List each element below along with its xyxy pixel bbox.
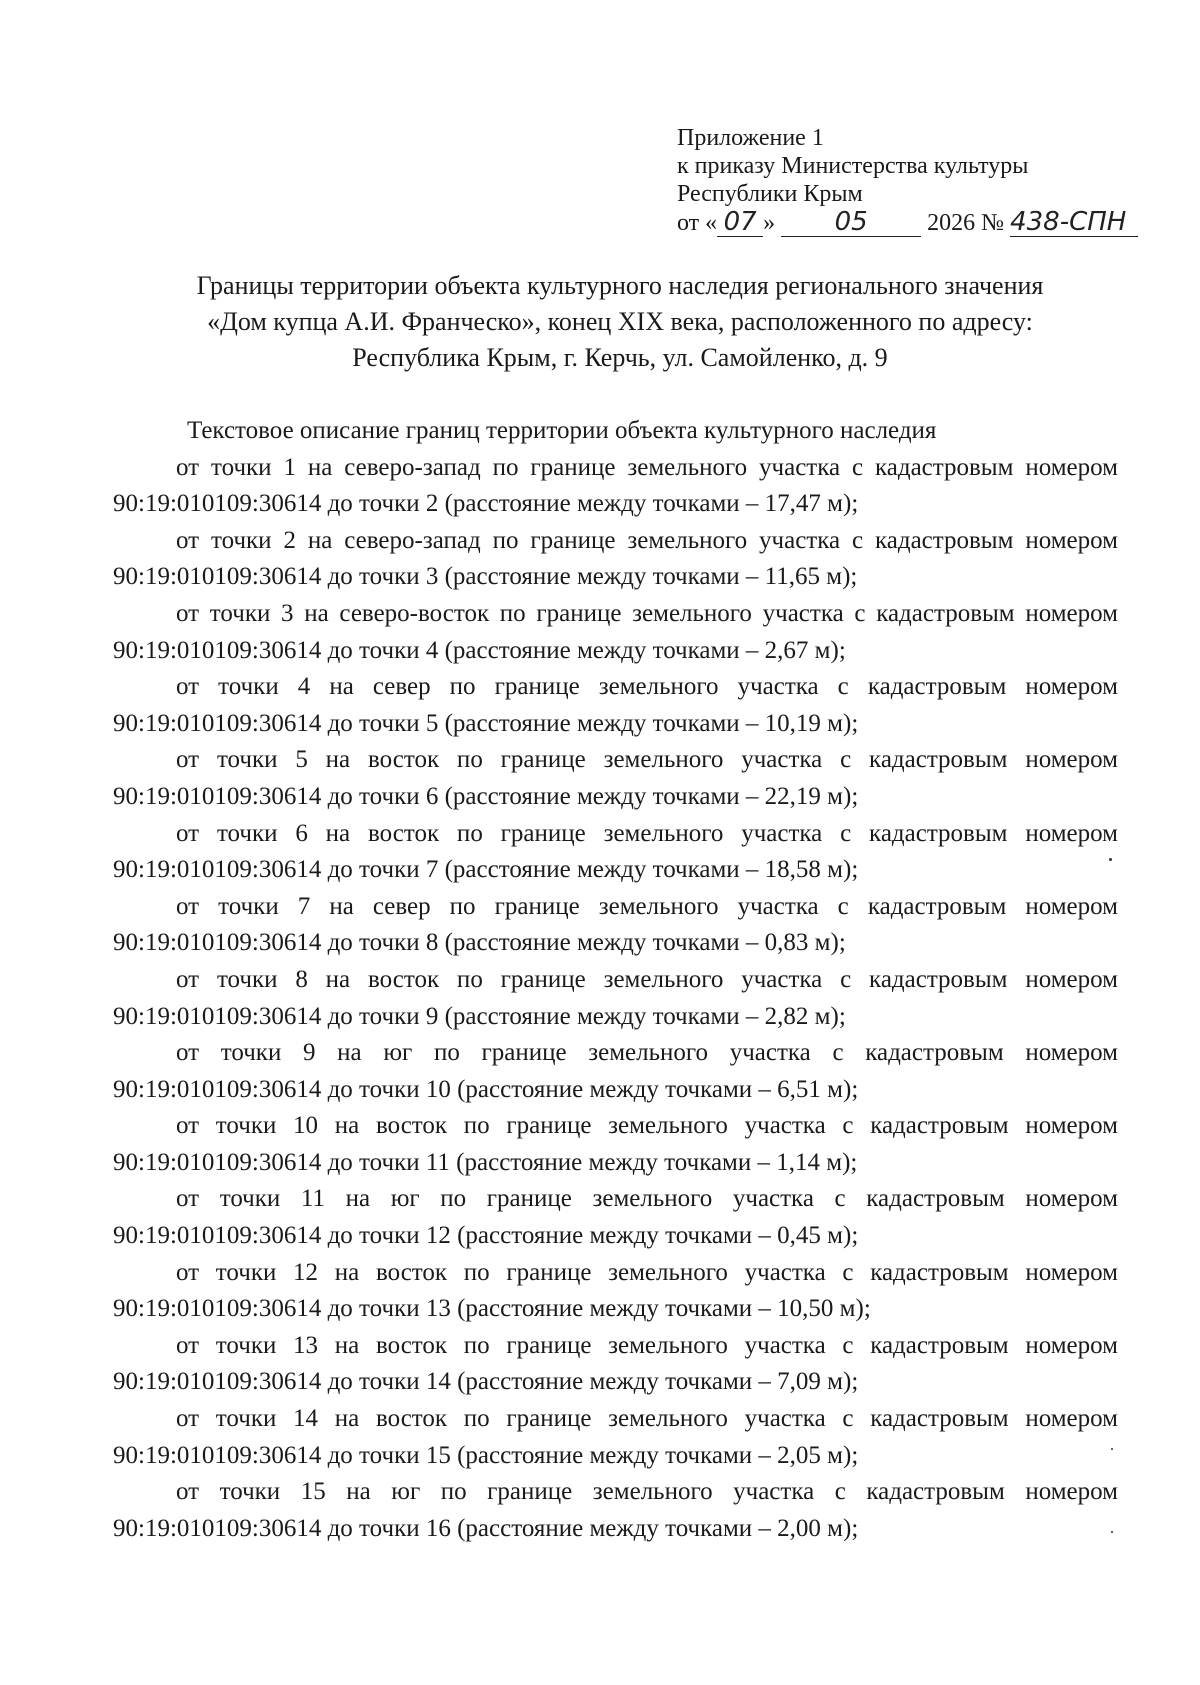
appendix-order-ref: к приказу Министерства культуры [677, 153, 1029, 179]
boundary-item: от точки 10 на восток по границе земельного участка с кадастровым номером 90:19:010109:30614 до точки 11 (расстояние между точками – 1,14 м); [113, 1112, 1118, 1176]
boundary-item: от точки 11 на юг по границе земельного участка с кадастровым номером 90:19:010109:30614 до точки 12 (расстояние между точками – 0,45 м); [113, 1185, 1118, 1250]
appendix-ministry-region: Республики Крым [677, 181, 863, 207]
date-prefix: от « [677, 210, 718, 236]
section-title: Текстовое описание границ территории объекта культурного наследия [187, 417, 937, 444]
handwritten-day: 07 [723, 207, 757, 237]
scan-speck [1111, 1448, 1113, 1450]
handwritten-month: 05 [834, 207, 868, 237]
date-month-blank [781, 208, 921, 237]
date-mid: » [763, 210, 776, 236]
document-body [113, 413, 1118, 1547]
boundary-item: от точки 5 на восток по границе земельного участка с кадастровым номером 90:19:010109:30614 до точки 6 (расстояние между точками – 22,19 м); [113, 746, 1118, 810]
date-day-blank [717, 208, 763, 237]
appendix-label: Приложение 1 [677, 125, 824, 151]
title-line-3: Республика Крым, г. Керчь, ул. Самойленко, д. 9 [352, 343, 888, 372]
boundary-item: от точки 9 на юг по границе земельного участка с кадастровым номером 90:19:010109:30614 до точки 10 (расстояние между точками – 6,51 м); [113, 1039, 1118, 1103]
title-line-1: Границы территории объекта культурного наследия регионального значения [196, 271, 1044, 300]
scan-speck [1109, 858, 1112, 861]
date-year: 2026 № [927, 210, 1005, 236]
appendix-header [677, 124, 1157, 237]
order-number-blank [1010, 208, 1138, 237]
boundary-item: от точки 4 на север по границе земельного участка с кадастровым номером 90:19:010109:30614 до точки 5 (расстояние между точками – 10,19 м); [113, 673, 1118, 737]
boundary-item: от точки 1 на северо-запад по границе земельного участка с кадастровым номером 90:19:010109:30614 до точки 2 (расстояние между точками – 17,47 м); [113, 453, 1118, 518]
document-title [100, 268, 1140, 376]
boundary-item: от точки 3 на северо-восток по границе земельного участка с кадастровым номером 90:19:010109:30614 до точки 4 (расстояние между точками – 2,67 м); [113, 599, 1118, 664]
boundary-item: от точки 8 на восток по границе земельного участка с кадастровым номером 90:19:010109:30614 до точки 9 (расстояние между точками – 2,82 м); [113, 965, 1118, 1030]
boundary-item: от точки 2 на северо-запад по границе земельного участка с кадастровым номером 90:19:010109:30614 до точки 3 (расстояние между точками – 11,65 м); [113, 526, 1118, 591]
handwritten-order-number: 438-СПН [1010, 207, 1127, 237]
title-line-2: «Дом купца А.И. Франческо», конец XIX века, расположенного по адресу: [207, 307, 1033, 336]
boundary-item: от точки 6 на восток по границе земельного участка с кадастровым номером 90:19:010109:30614 до точки 7 (расстояние между точками – 18,58 м); [113, 819, 1118, 884]
order-date-line [677, 208, 1157, 237]
boundary-item: от точки 12 на восток по границе земельного участка с кадастровым номером 90:19:010109:30614 до точки 13 (расстояние между точками – 10,50 м); [113, 1258, 1118, 1323]
scan-speck [1111, 1531, 1113, 1533]
boundary-item: от точки 7 на север по границе земельного участка с кадастровым номером 90:19:010109:30614 до точки 8 (расстояние между точками – 0,83 м); [113, 892, 1118, 957]
boundary-item: от точки 13 на восток по границе земельного участка с кадастровым номером 90:19:010109:30614 до точки 14 (расстояние между точками – 7,09 м); [113, 1331, 1118, 1396]
boundary-item: от точки 14 на восток по границе земельного участка с кадастровым номером 90:19:010109:30614 до точки 15 (расстояние между точками – 2,05 м); [113, 1405, 1118, 1469]
boundary-item: от точки 15 на юг по границе земельного участка с кадастровым номером 90:19:010109:30614 до точки 16 (расстояние между точками – 2,00 м); [113, 1478, 1118, 1542]
